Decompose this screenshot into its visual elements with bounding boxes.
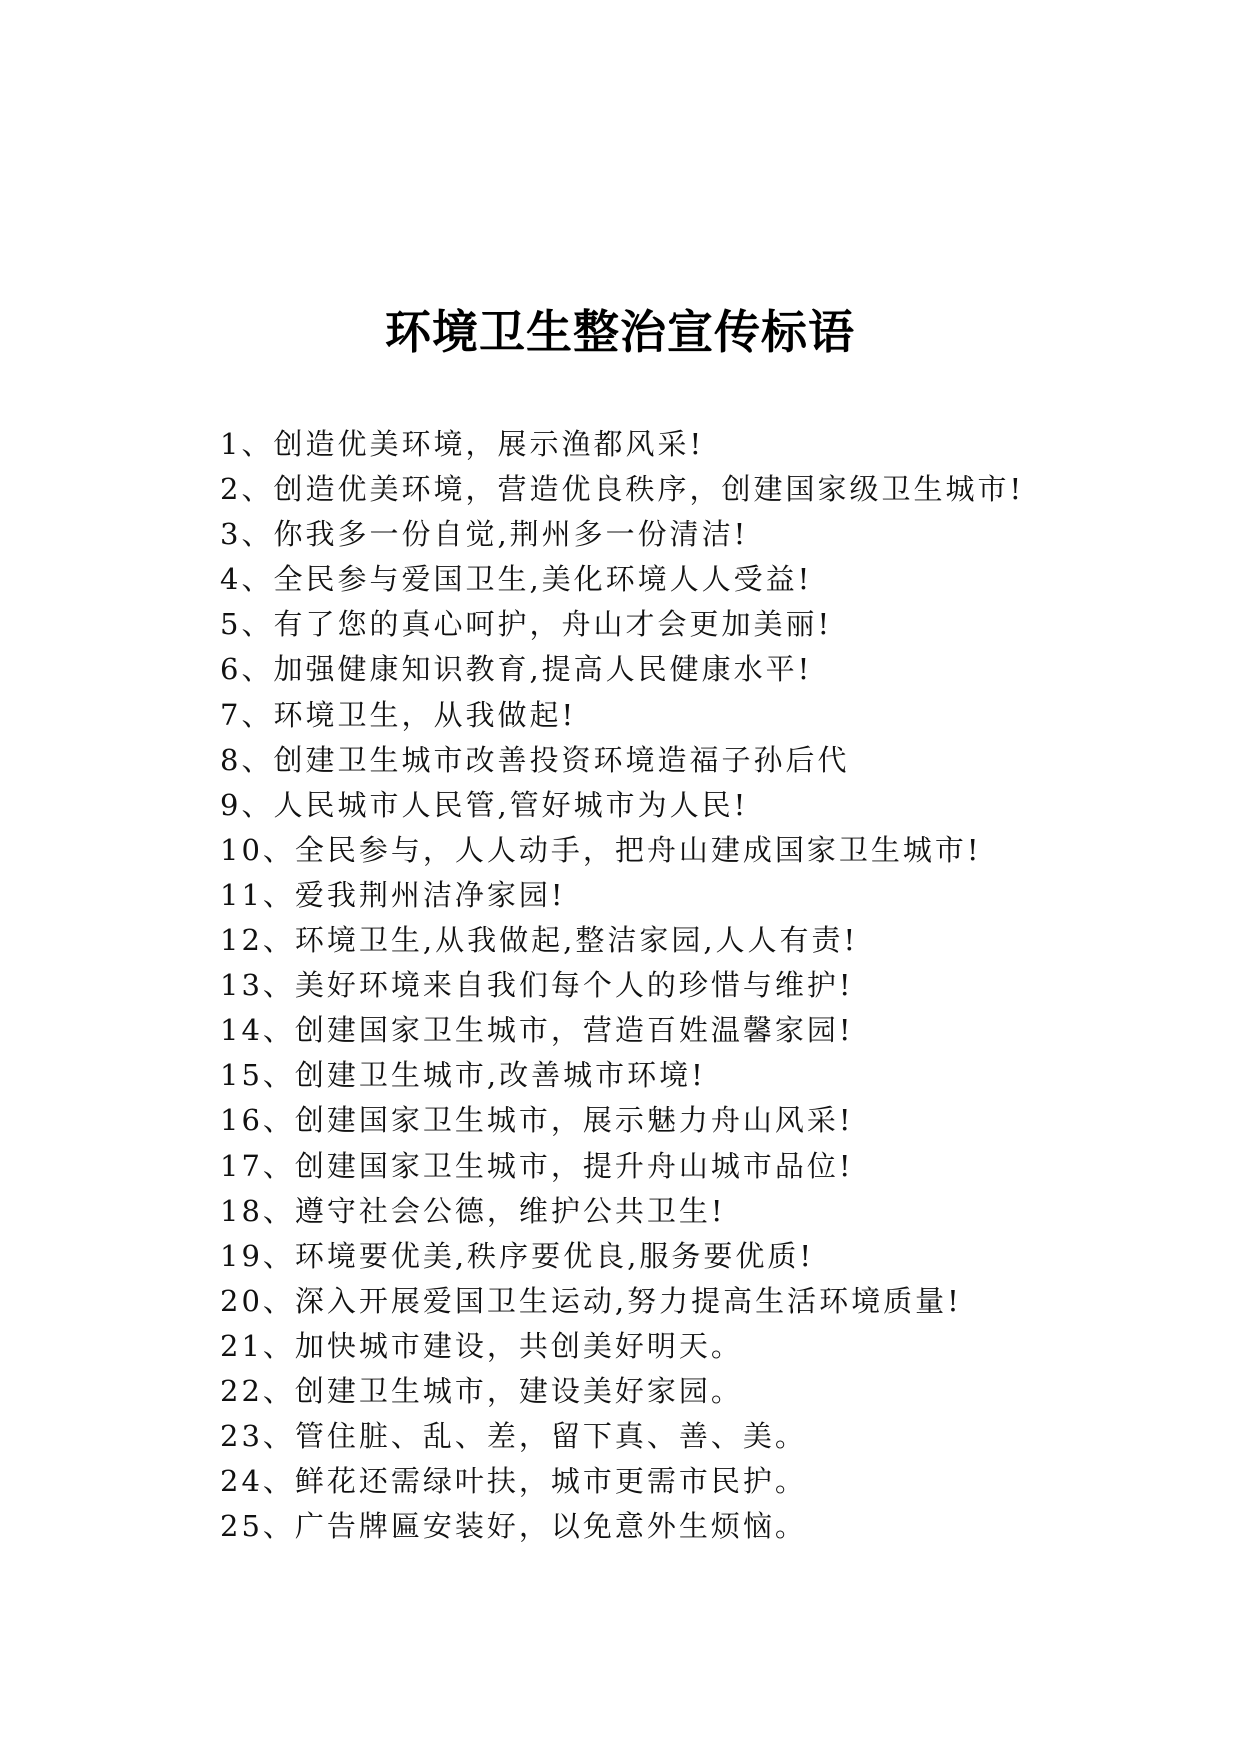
slogan-item: 23、管住脏、乱、差，留下真、善、美。 [220, 1419, 807, 1454]
slogan-item: 1、创造优美环境，展示渔都风采! [220, 427, 705, 461]
slogan-item: 17、创建国家卫生城市，提升舟山城市品位! [220, 1148, 854, 1183]
slogan-list [220, 422, 1120, 1549]
slogan-item: 6、加强健康知识教育,提高人民健康水平! [220, 652, 813, 687]
slogan-item: 19、环境要优美,秩序要优良,服务要优质! [220, 1238, 814, 1273]
slogan-item: 4、全民参与爱国卫生,美化环境人人受益! [220, 562, 813, 597]
slogan-item: 3、你我多一份自觉,荆州多一份清洁! [220, 517, 749, 552]
slogan-item: 18、遵守社会公德，维护公共卫生! [220, 1193, 726, 1228]
slogan-item: 8、创建卫生城市改善投资环境造福子孙后代 [220, 742, 850, 777]
slogan-item: 21、加快城市建设，共创美好明天。 [220, 1328, 743, 1363]
slogan-item: 10、全民参与，人人动手，把舟山建成国家卫生城市! [220, 832, 982, 867]
slogan-item: 22、创建卫生城市，建设美好家园。 [220, 1373, 743, 1408]
slogan-item: 5、有了您的真心呵护，舟山才会更加美丽! [220, 607, 833, 642]
slogan-item: 13、美好环境来自我们每个人的珍惜与维护! [220, 968, 854, 1003]
slogan-item: 15、创建卫生城市,改善城市环境! [220, 1058, 706, 1093]
slogan-item: 24、鲜花还需绿叶扶，城市更需市民护。 [220, 1464, 807, 1499]
slogan-item: 20、深入开展爱国卫生运动,努力提高生活环境质量! [220, 1283, 962, 1318]
slogan-item: 12、环境卫生,从我做起,整洁家园,人人有责! [220, 923, 859, 958]
slogan-item: 9、人民城市人民管,管好城市为人民! [220, 787, 749, 822]
slogan-item: 7、环境卫生，从我做起! [220, 697, 577, 732]
slogan-item: 2、创造优美环境，营造优良秩序，创建国家级卫生城市! [220, 472, 1025, 507]
document-title: 环境卫生整治宣传标语 [385, 305, 855, 359]
slogan-item: 25、广告牌匾安装好，以免意外生烦恼。 [220, 1509, 807, 1544]
slogan-item: 16、创建国家卫生城市，展示魅力舟山风采! [220, 1103, 854, 1138]
slogan-item: 11、爱我荆州洁净家园! [220, 877, 566, 912]
slogan-item: 14、创建国家卫生城市，营造百姓温馨家园! [220, 1013, 854, 1048]
